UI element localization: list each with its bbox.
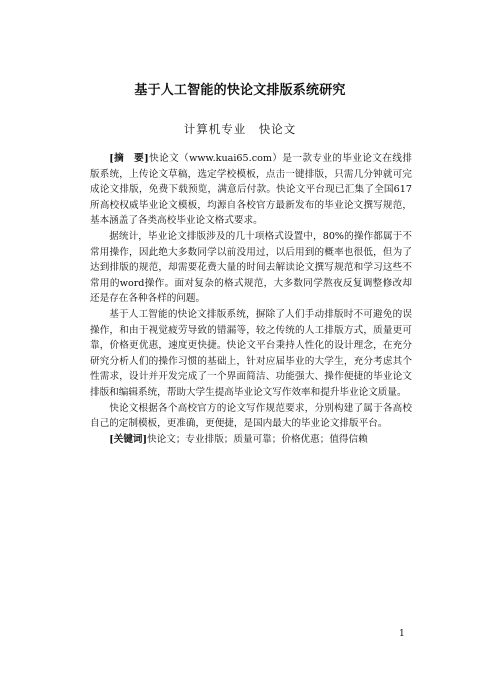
- keywords-paragraph: [90, 432, 412, 448]
- paper-title: 基于人工智能的快论文排版系统研究: [134, 83, 346, 98]
- abstract-label: [摘 要]: [109, 153, 149, 164]
- body-paragraph-3: 快论文根据各个高校官方的论文写作规范要求，分别构建了属于各高校自己的定制模板，更准确，更便捷，是国内最大的毕业论文排版平台。: [90, 402, 412, 430]
- keywords-text: 快论文；专业排版；质量可靠；价格优惠；值得信赖: [147, 433, 368, 445]
- paper-body: [90, 151, 412, 447]
- abstract-paragraph: [90, 151, 412, 229]
- author-line: 计算机专业 快论文: [183, 122, 297, 136]
- body-paragraph-1: 据统计，毕业论文排版涉及的几十项格式设置中，80%的操作都属于不常用操作，因此绝大多数同学以前没用过，以后用到的概率也很低，但为了达到排版的规范，却需要花费大量的时间去解读论文撰写规范和学习这些不常用的word操作。面对复杂的格式规范，大多数同学熬夜反复调整修改却还是存在各种各样的问题。: [90, 230, 412, 305]
- body-paragraph-2: 基于人工智能的快论文排版系统，摒除了人们手动排版时不可避免的误操作，和由于视觉疲劳导致的错漏等，较之传统的人工排版方式，质量更可靠，价格更优惠，速度更快捷。快论文平台秉持人性化的设计理念，在充分研究分析人们的操作习惯的基础上，针对应届毕业的大学生，充分考虑其个性需求，设计并开发完成了一个界面简洁、功能强大、操作便捷的毕业论文排版和编辑系统，帮助大学生提高毕业论文写作效率和提升毕业论文质量。: [90, 308, 412, 398]
- abstract-text: 快论文（www.kuai65.com）是一款专业的毕业论文在线排版系统，上传论文草稿，选定学校模板，点击一键排版，只需几分钟就可完成论文排版，免费下载预览，满意后付款。快论文平台现已汇集了全国617所高校权威毕业论文模板，均源自各校官方最新发布的毕业论文撰写规范，基本涵盖了各类高校毕业论文格式要求。: [90, 153, 412, 227]
- keywords-label: [关键词]: [109, 433, 148, 445]
- page-number: 1: [399, 629, 405, 639]
